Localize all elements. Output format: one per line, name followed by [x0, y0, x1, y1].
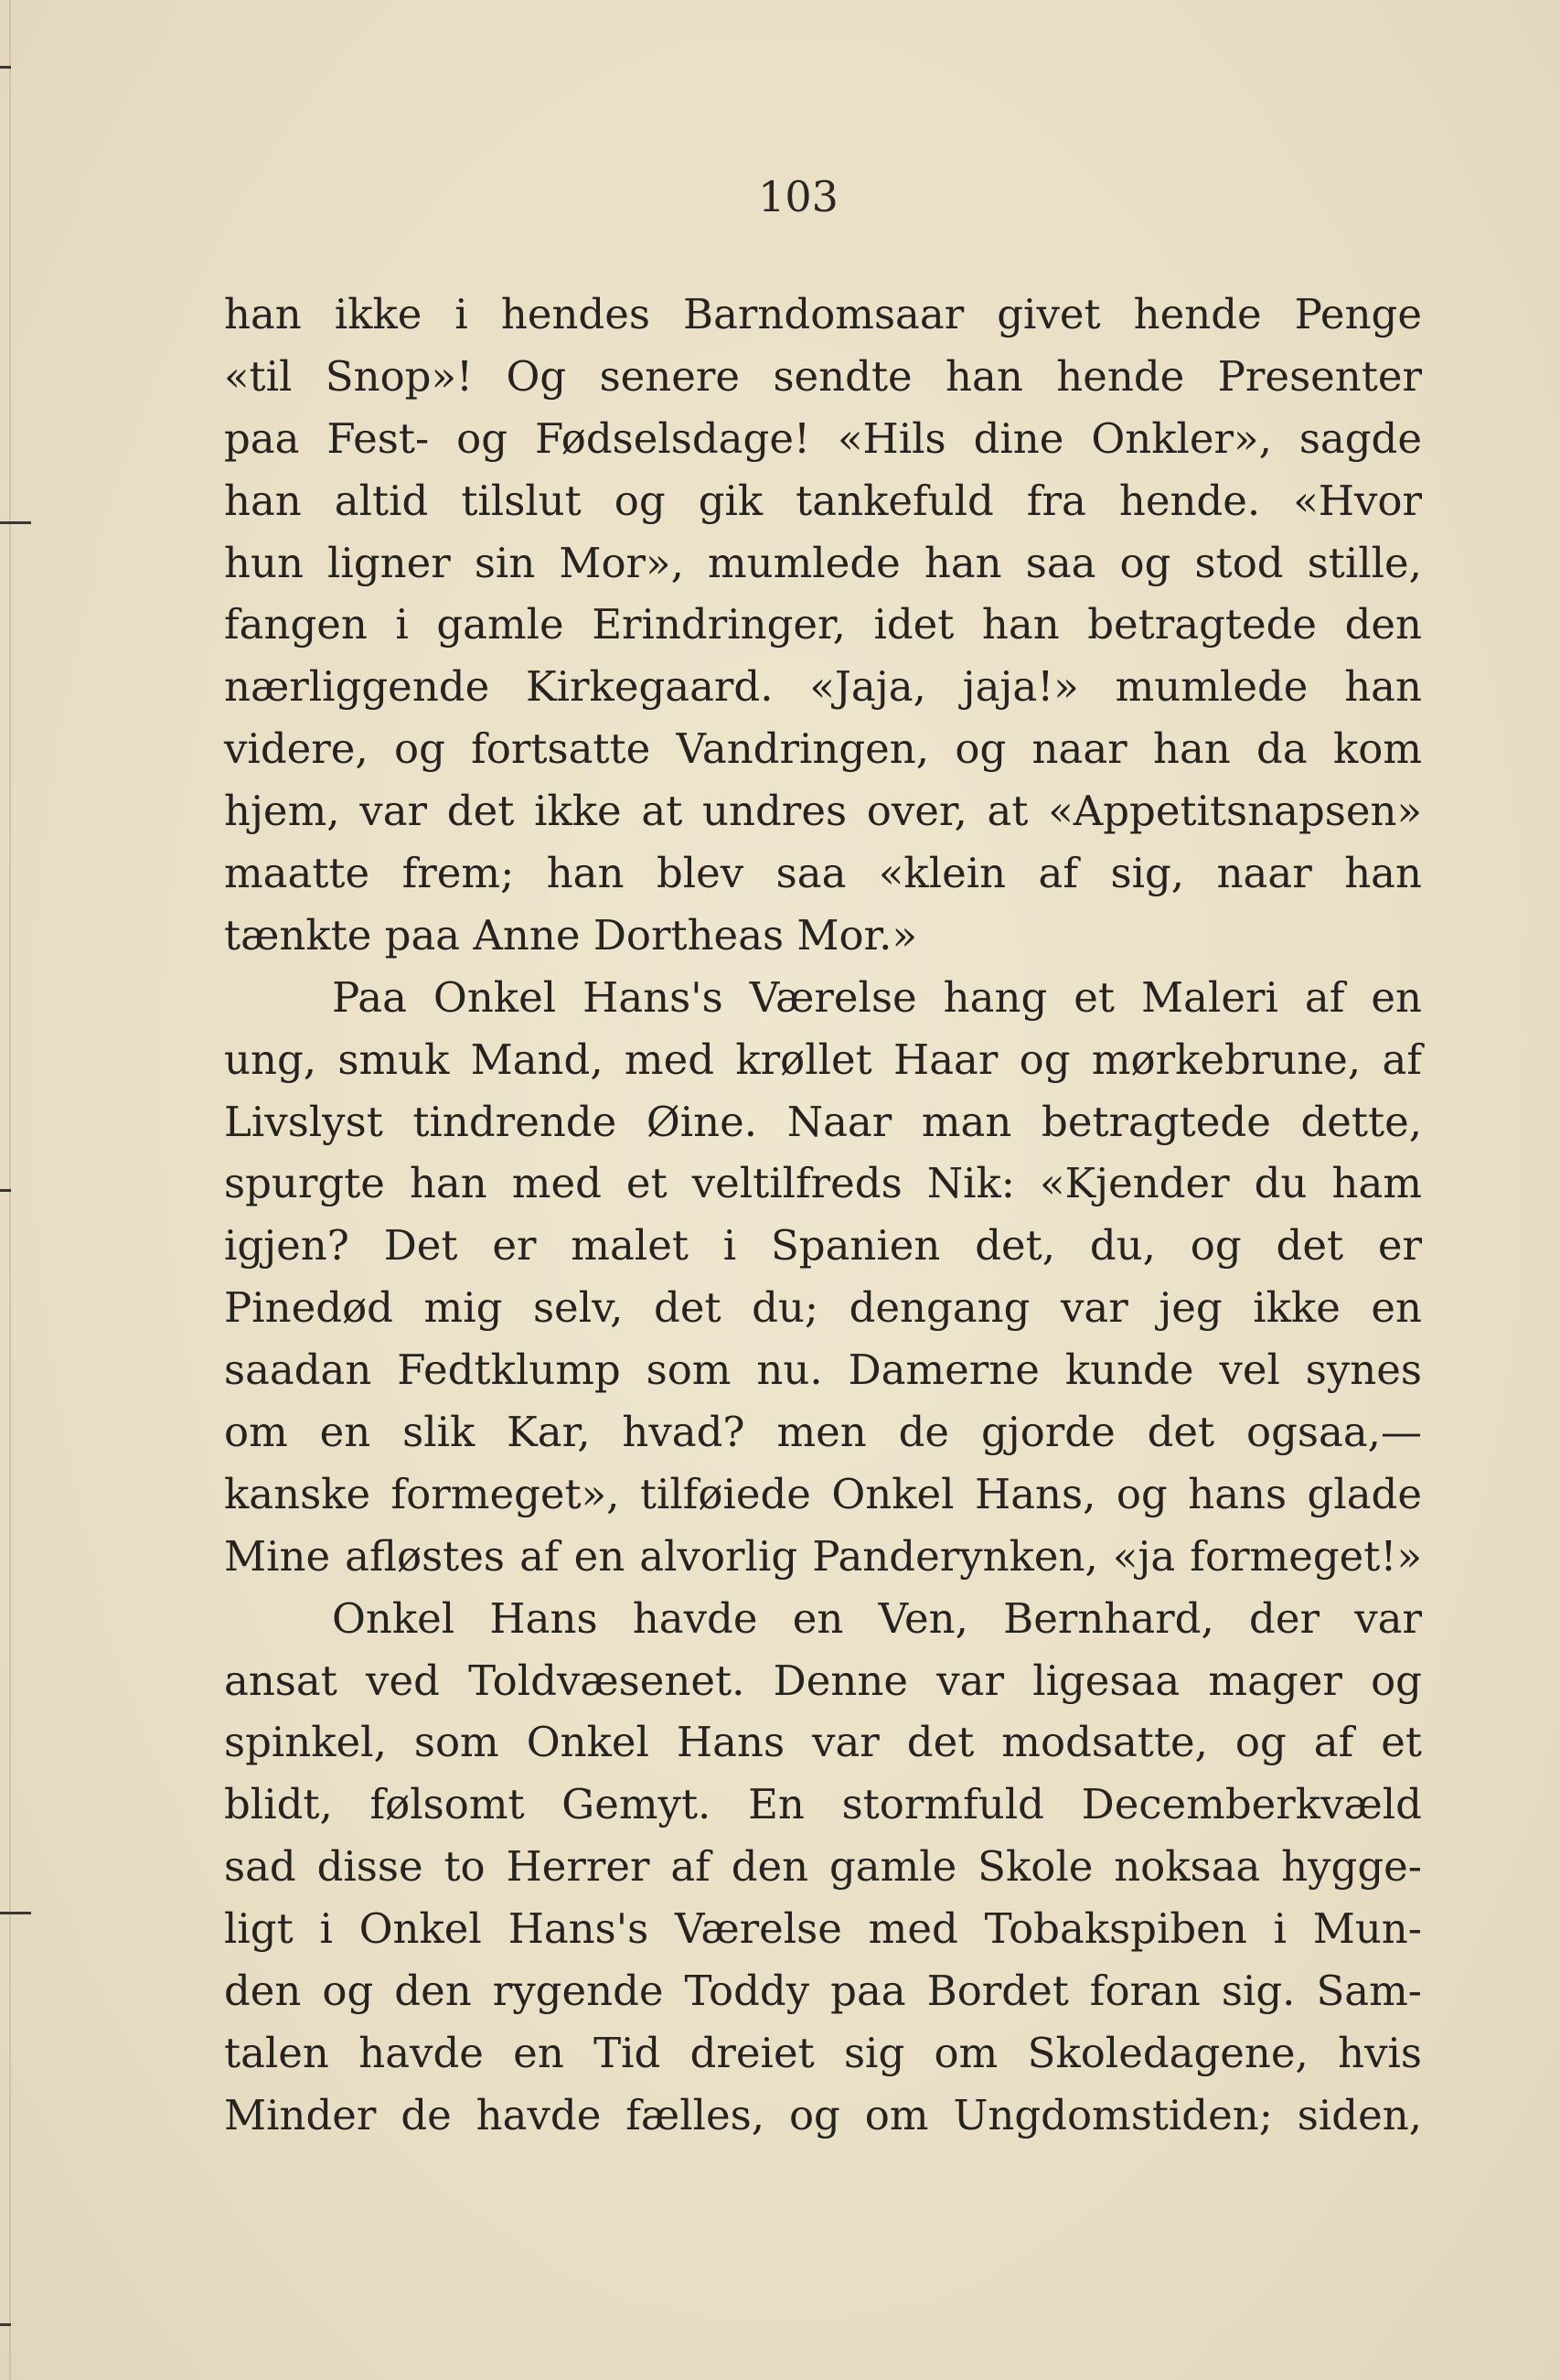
text-line: «til Snop»! Og senere sendte han hende Presenter — [224, 351, 1422, 401]
text-line: Minder de havde fælles, og om Ungdomstiden; siden, — [224, 2090, 1422, 2139]
text-line: paa Fest- og Fødselsdage! «Hils dine Onkler», sagde — [224, 413, 1422, 463]
text-line: den og den rygende Toddy paa Bordet foran sig. Sam- — [224, 1967, 1422, 2016]
page-edge-mark — [0, 521, 31, 524]
text-line: hun ligner sin Mor», mumlede han saa og stod stille, — [224, 538, 1422, 587]
text-line: blidt, følsomt Gemyt. En stormfuld Decemberkvæld — [224, 1780, 1422, 1829]
text-line: videre, og fortsatte Vandringen, og naar han da kom — [224, 724, 1422, 774]
text-line: saadan Fedtklump som nu. Damerne kunde vel synes — [224, 1345, 1422, 1395]
text-line: han ikke i hendes Barndomsaar givet hende Penge — [224, 290, 1422, 338]
text-line: nærliggende Kirkegaard. «Jaja, jaja!» mumlede han — [224, 662, 1422, 712]
text-line: ansat ved Toldvæsenet. Denne var ligesaa mager og — [224, 1656, 1422, 1705]
page-edge-mark — [0, 66, 11, 69]
text-line: sad disse to Herrer af den gamle Skole noksaa hygge- — [224, 1842, 1422, 1892]
text-line: Livslyst tindrende Øine. Naar man betragtede dette, — [224, 1097, 1422, 1146]
text-line: om en slik Kar, hvad? men de gjorde det ogsaa,— — [224, 1408, 1422, 1457]
text-line: Onkel Hans havde en Ven, Bernhard, der var — [332, 1593, 1422, 1643]
text-line: talen havde en Tid dreiet sig om Skoledagene, hvis — [224, 2028, 1422, 2077]
text-line: maatte frem; han blev saa «klein af sig, naar han — [224, 849, 1422, 898]
text-line: kanske formeget», tilføiede Onkel Hans, og hans glade — [224, 1469, 1422, 1518]
text-line: spinkel, som Onkel Hans var det modsatte, og af et — [224, 1718, 1422, 1767]
page-number: 103 — [758, 172, 839, 221]
text-line: ung, smuk Mand, med krøllet Haar og mørkebrune, af — [224, 1035, 1422, 1084]
text-line: Pinedød mig selv, det du; dengang var jeg ikke en — [224, 1283, 1422, 1333]
text-line: han altid tilslut og gik tankefuld fra hende. «Hvor — [224, 476, 1422, 525]
text-line: spurgte han med et veltilfreds Nik: «Kjender du ham — [224, 1159, 1422, 1208]
text-line: ligt i Onkel Hans's Værelse med Tobakspiben i Mun- — [224, 1904, 1422, 1954]
text-line: Mine afløstes af en alvorlig Panderynken, «ja formeget!» — [224, 1531, 1422, 1581]
text-line: hjem, var det ikke at undres over, at «Appetitsnapsen» — [224, 787, 1422, 836]
page-edge-mark — [0, 1189, 11, 1192]
page-edge-mark — [0, 2323, 11, 2326]
body-text — [224, 284, 1422, 2147]
page-edge-mark — [0, 1912, 31, 1914]
text-line: Paa Onkel Hans's Værelse hang et Maleri af en — [332, 972, 1422, 1022]
text-line: igjen? Det er malet i Spanien det, du, og det er — [224, 1221, 1422, 1270]
text-line: fangen i gamle Erindringer, idet han betragtede den — [224, 600, 1422, 649]
text-line: tænkte paa Anne Dortheas Mor.» — [224, 910, 917, 960]
